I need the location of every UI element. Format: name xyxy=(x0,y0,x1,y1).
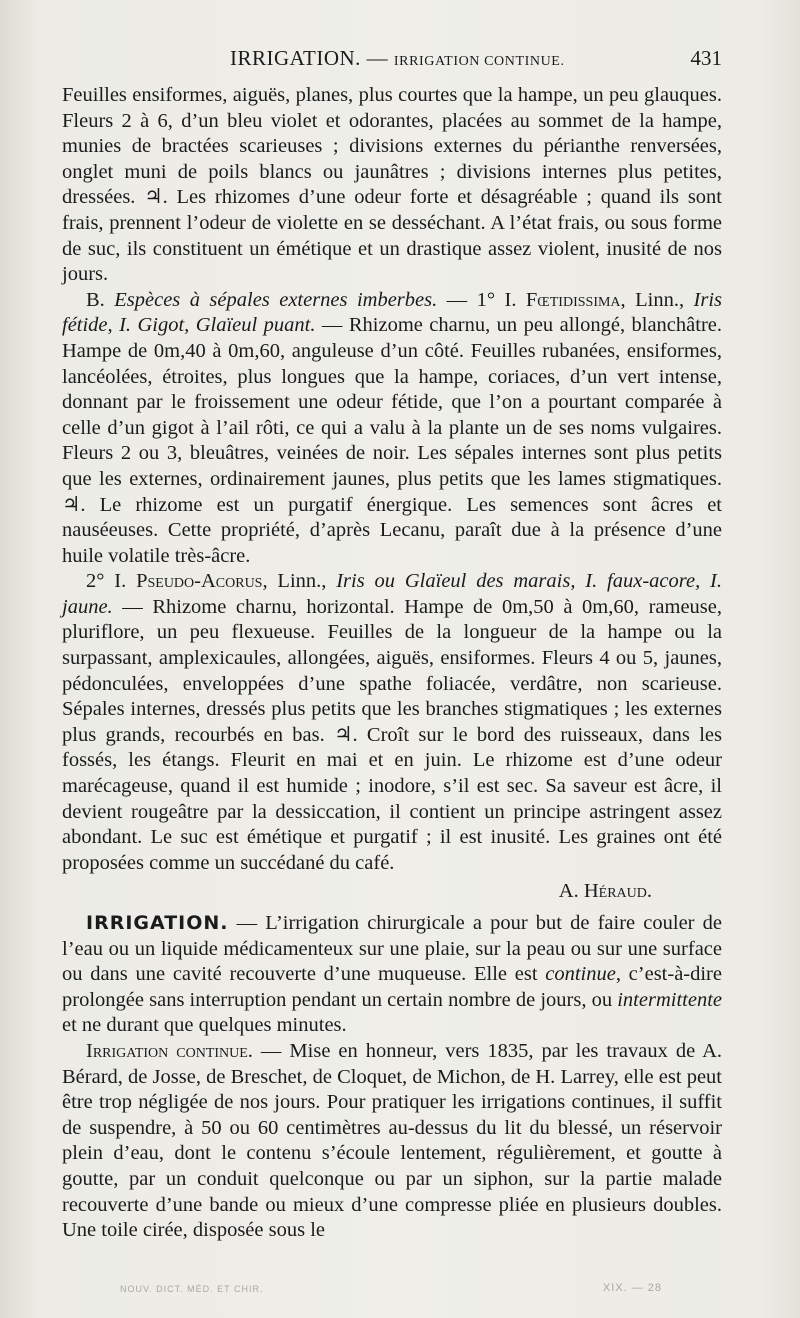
text-run: — Rhizome charnu, un peu allongé, blanchâtre. Hampe de 0m,40 à 0m,60, anguleuse d’un côté. Feuilles rubanées, ensiformes, lancéolées, étroites, plus longues que la hampe, coriaces, d’un vert intense, donnant par le froissement une odeur fétide, que l’on a pourtant comparée à celle d’un gigot à l’ail rôti, ce qui a valu à la plante un de ses noms vulgaires. Fleurs 2 ou 3, bleuâtres, veinées de noir. Les sépales internes sont plus petits que les externes, ordinairement jaunes, plus petits que les lames stigmatiques. ♃. Le rhizome est un purgatif énergique. Les semences sont âcres et nauséeuses. Cette propriété, d’après Lecanu, paraît due à la présence d’une huile volatile très-âcre. xyxy=(62,314,722,567)
header-title xyxy=(230,46,565,71)
text-body xyxy=(62,83,722,1244)
text-run: — Rhizome charnu, horizontal. Hampe de 0m,50 à 0m,60, rameuse, pluriflore, un peu flexueuse. Feuilles de la longueur de la hampe ou la surpassant, amplexicaules, allongées, aiguës, ensiformes. Fleurs 4 ou 5, jaunes, pédonculées, enveloppées d’une spathe foliacée, verdâtre, non scarieuse. Sépales internes, dressés plus petits que les branches stigmatiques ; les externes plus grands, recourbés en bas. ♃. Croît sur le bord des ruisseaux, dans les fossés, les étangs. Fleurit en mai et en juin. Le rhizome est d’une odeur marécageuse, quand il est humide ; inodore, s’il est sec. Sa saveur est âcre, il devient rougeâtre par la dessiccation, il contient un principe astringent assez abondant. Le suc est émétique et purgatif ; il est inusité. Les graines ont été proposées comme un succédané du café. xyxy=(62,595,722,874)
section-label: 2° I. xyxy=(86,570,137,593)
text-run: , c’est-à-dire prolongée sans interruption pendant un certain nombre de jours, ou xyxy=(62,963,722,1011)
running-header xyxy=(62,42,722,76)
article-title: IRRIGATION. xyxy=(86,912,229,934)
paragraph-irrigation-continue xyxy=(62,1039,722,1244)
paragraph-iris-foetidissima xyxy=(62,288,722,570)
text-run: , Linn., xyxy=(620,288,694,311)
footer-signature-left: NOUV. DICT. MÉD. ET CHIR. xyxy=(120,1284,264,1294)
common-names: Iris fétide, I. Gigot, Glaïeul puant. xyxy=(62,288,723,337)
species-name: Fœtidissima xyxy=(525,288,621,311)
paragraph-iris-pseudo-acorus xyxy=(62,569,722,876)
italic-term: continue xyxy=(545,963,616,986)
paragraph-iris-leaves: Feuilles ensiformes, aiguës, planes, plus courtes que la hampe, un peu glauques. Fleurs 2 à 6, d’un bleu violet et odorantes, placées au sommet de la hampe, munies de bractées scarieuses ; divisions externes du périanthe renversées, onglet muni de poils blancs ou jaunâtres ; divisions internes plus petites, dressées. ♃. Les rhizomes d’une odeur forte et désagréable ; quand ils sont frais, prennent l’odeur de violette en se desséchant. A l’état frais, ou sous forme de suc, ils constituent un émétique et un drastique assez violent, inusité de nos jours. xyxy=(62,84,722,286)
header-main-title: IRRIGATION. xyxy=(230,46,361,70)
author-signature: A. Héraud. xyxy=(558,880,652,903)
species-name: Pseudo-Acorus xyxy=(136,570,263,593)
subsection-heading: Irrigation continue. xyxy=(86,1039,253,1062)
page-footer xyxy=(120,1280,722,1300)
text-run: et ne durant que quelques minutes. xyxy=(62,1014,347,1037)
paragraph-irrigation-intro xyxy=(62,911,722,1039)
text-run: — 1° I. xyxy=(437,288,526,311)
header-dash: — xyxy=(366,46,389,70)
section-italic-heading: Espèces à sépales externes imberbes. xyxy=(114,288,438,311)
text-run: — Mise en honneur, vers 1835, par les travaux de A. Bérard, de Josse, de Breschet, de Cloquet, de Michon, de H. Larrey, elle est peut être trop négligée de nos jours. Pour pratiquer les irrigations continues, il suffit de suspendre, à 50 ou 60 centimètres au-dessus du lit du blessé, un réservoir plein d’eau, dont le contenu s’écoule lentement, régulièrement, et goutte à goutte, par un conduit quelconque ou par un siphon, sur la partie malade recouverte d’une bande ou mieux d’une compresse pliée en plusieurs doubles. Une toile cirée, disposée sous le xyxy=(62,1039,722,1242)
italic-term: intermittente xyxy=(617,988,722,1011)
text-run: — L’irrigation chirurgicale a pour but de faire couler de l’eau ou un liquide médicamenteux sur une plaie, sur la peau ou sur une surface ou dans une cavité recouverte d’une muqueuse. Elle est xyxy=(62,912,722,986)
section-label: B. xyxy=(86,288,105,311)
header-subtitle: IRRIGATION CONTINUE. xyxy=(393,54,565,69)
footer-signature-right: XIX. — 28 xyxy=(602,1282,662,1294)
text-run: , Linn., xyxy=(262,570,337,593)
common-names: Iris ou Glaïeul des marais, I. faux-acore, I. jaune. xyxy=(62,570,723,618)
page-number: 431 xyxy=(690,46,722,70)
